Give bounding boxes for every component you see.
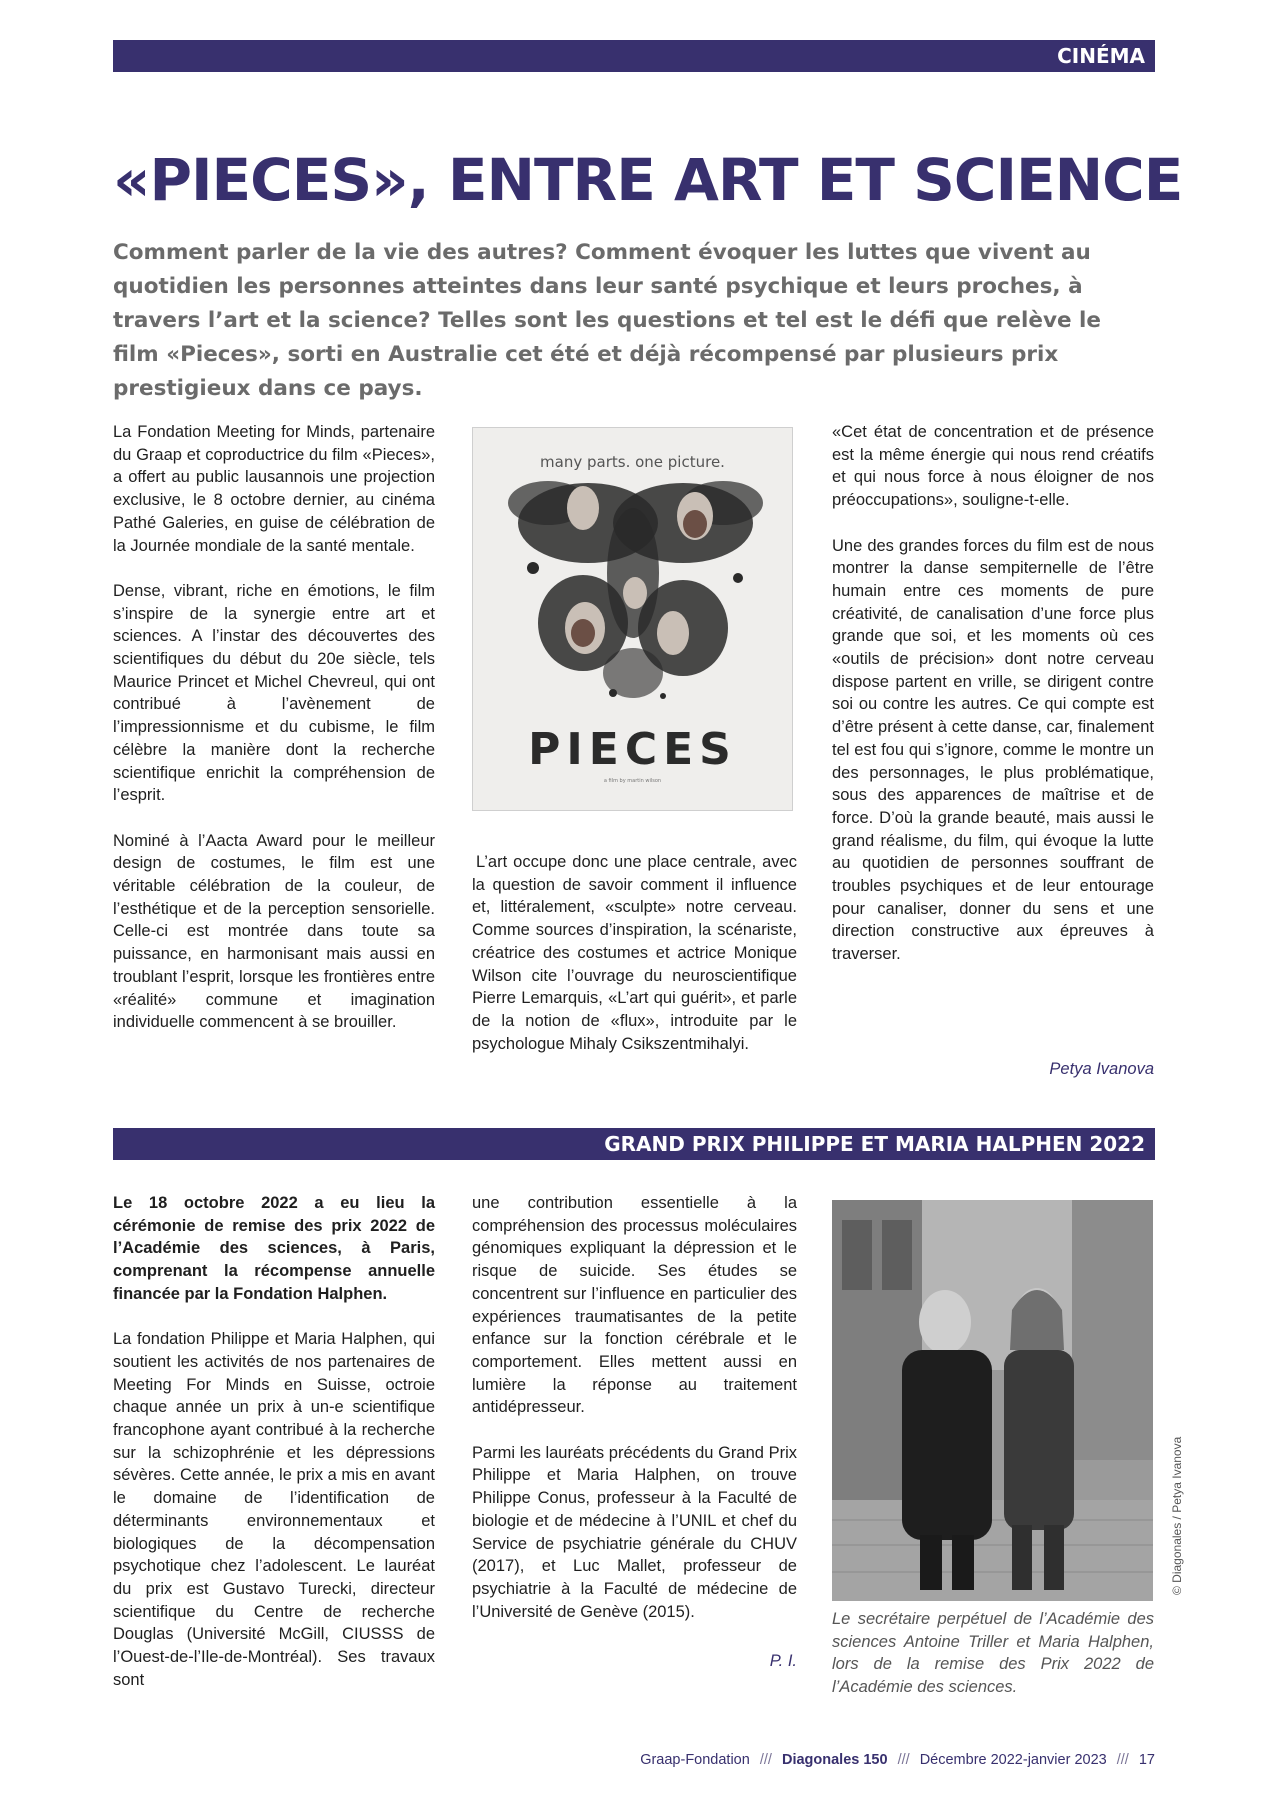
paragraph: Parmi les lauréats précédents du Grand Prix Philippe et Maria Halphen, on trouve Philippe Conus, professeur à la Faculté de biologie et de médecine à l’UNIL et chef du Service de psychiatrie générale du CHUV (2017), et Luc Mallet, professeur de psychiatrie à la Faculté de médecine de l’Université de Genève (2015).: [472, 1443, 797, 1621]
article1-column-3: [832, 421, 1154, 989]
article2-lead: Le 18 octobre 2022 a eu lieu la cérémonie de remise des prix 2022 de l’Académie des sciences, à Paris, comprenant la récompense annuelle financée par la Fondation Halphen.: [113, 1194, 435, 1303]
article-lead: Comment parler de la vie des autres? Comment évoquer les luttes que vivent au quotidien les personnes atteintes dans leur santé psychique et leurs proches, à travers l’art et la science? Telles sont les questions et tel est le défi que relève le film «Pieces», sorti en Australie cet été et déjà récompensé par plusieurs prix prestigieux dans ce pays.: [113, 240, 1101, 401]
article1-column-1: [113, 421, 435, 1057]
footer-separator: ///: [897, 1752, 910, 1768]
article-title: «PIECES», ENTRE ART ET SCIENCE: [113, 146, 1183, 214]
section-band-grand-prix: [113, 1128, 1155, 1160]
paragraph: une contribution essentielle à la compréhension des processus moléculaires génomiques expliquant la dépression et le risque de suicide. Ses études se concentrent sur l’influence en particulier des expériences traumatisantes de la petite enfance sur la fonction cérébrale et le comportement. Elles mettent aussi en lumière la réponse au traitement antidépresseur.: [472, 1194, 797, 1417]
paragraph: L’art occupe donc une place centrale, avec la question de savoir comment il influence et, littéralement, «sculpte» notre cerveau. Comme sources d’inspiration, la scénariste, créatrice des costumes et actrice Monique Wilson cite l’ouvrage du neuroscientifique Pierre Lemarquis, «L’art qui guérit», et parle de la notion de «flux», introduite par le psychologue Mihaly Csikszentmihalyi.: [472, 853, 797, 1053]
ceremony-photo-image: [832, 1200, 1153, 1601]
poster-credit: a film by martin wilson: [603, 778, 662, 784]
page-footer: [0, 1752, 1155, 1768]
poster-title: PIECES: [528, 724, 737, 775]
author-signature-initials: P. I.: [769, 1652, 797, 1670]
section-label: CINÉMA: [1057, 44, 1145, 68]
paragraph: Une des grandes forces du film est de nous montrer la danse sempiternelle de l’être humain entre ces moments de pure créativité, de canalisation d’une force plus grande que soi, et les moments où ces «outils de précision» dont notre cerveau dispose partent en vrille, se dirigent contre soi ou contre les autres. Ce qui compte est d’être présent à cette danse, car, finalement tel est fou qui s’ignore, comme le montre un des personnages, le plus problématique, sous des apparences de maîtrise et de force. D’où la grande beauté, mais aussi le grand réalisme, du film, qui évoque la lutte au quotidien de personnes souffrant de troubles psychiques et de leur entourage pour canaliser, donner du sens et une direction constructive aux épreuves à traverser.: [832, 536, 1154, 964]
paragraph: «Cet état de concentration et de présence est la même énergie qui nous rend créatifs et qui nous force à nous éloigner de nos préoccupations», souligne-t-elle.: [832, 423, 1154, 510]
paragraph: Nominé à l’Aacta Award pour le meilleur design de costumes, le film est une véritable célébration de la couleur, de l’esthétique et de la perception sensorielle. Celle-ci est montrée dans toute sa puissance, en harmonisant mais aussi en troublant l’esprit, lorsque les frontières entre «réalité» commune et imagination individuelle commencent à se brouiller.: [113, 831, 435, 1032]
section-band-cinema: [113, 40, 1155, 72]
footer-magazine: Diagonales 150: [781, 1752, 888, 1768]
footer-separator: ///: [1116, 1752, 1129, 1768]
footer-date: Décembre 2022-janvier 2023: [919, 1752, 1107, 1768]
photo-credit: © Diagonales / Petya Ivanova: [1170, 1436, 1184, 1595]
paragraph: La Fondation Meeting for Minds, partenaire du Graap et coproductrice du film «Pieces», a offert au public lausannois une projection exclusive, le 8 octobre dernier, au cinéma Pathé Galeries, en guise de célébration de la Journée mondiale de la santé mentale.: [113, 423, 435, 555]
paragraph: Dense, vibrant, riche en émotions, le film s’inspire de la synergie entre art et sciences. A l’instar des découvertes des scientifiques du début du 20e siècle, tels Maurice Princet et Michel Chevreul, qui ont contribué à l’avènement de l’impressionnisme et du cubisme, le film célèbre la manière dont la recherche scientifique enrichit la compréhension de l’esprit.: [113, 581, 435, 805]
film-poster: [472, 427, 793, 811]
article2-column-1: [113, 1192, 435, 1714]
author-signature: Petya Ivanova: [1049, 1060, 1154, 1078]
photo-caption: Le secrétaire perpétuel de l’Académie des sciences Antoine Triller et Maria Halphen, lors de la remise des Prix 2022 de l’Académie des sciences.: [832, 1610, 1154, 1697]
page-number: 17: [1138, 1752, 1155, 1768]
poster-tagline: many parts. one picture.: [540, 453, 725, 471]
footer-publisher: Graap-Fondation: [640, 1752, 750, 1768]
article2-column-2: [472, 1192, 797, 1646]
paragraph: La fondation Philippe et Maria Halphen, qui soutient les activités de nos partenaires de Meeting For Minds en Suisse, octroie chaque année un prix à un-e scientifique francophone ayant contribué à la recherche sur la schizophrénie et les dépressions sévères. Cette année, le prix a mis en avant le domaine de l’identification de déterminants environnementaux et biologiques de la décompensation psychotique chez l’adolescent. Le lauréat du prix est Gustavo Turecki, directeur scientifique du Centre de recherche Douglas (Université McGill, CIUSSS de l’Ouest-de-l’Ile-de-Montréal). Ses travaux sont: [113, 1330, 435, 1689]
article1-column-2: [472, 851, 797, 1078]
footer-separator: ///: [759, 1752, 772, 1768]
ceremony-photo: [832, 1200, 1153, 1601]
section-label: GRAND PRIX PHILIPPE ET MARIA HALPHEN 2022: [604, 1132, 1145, 1156]
